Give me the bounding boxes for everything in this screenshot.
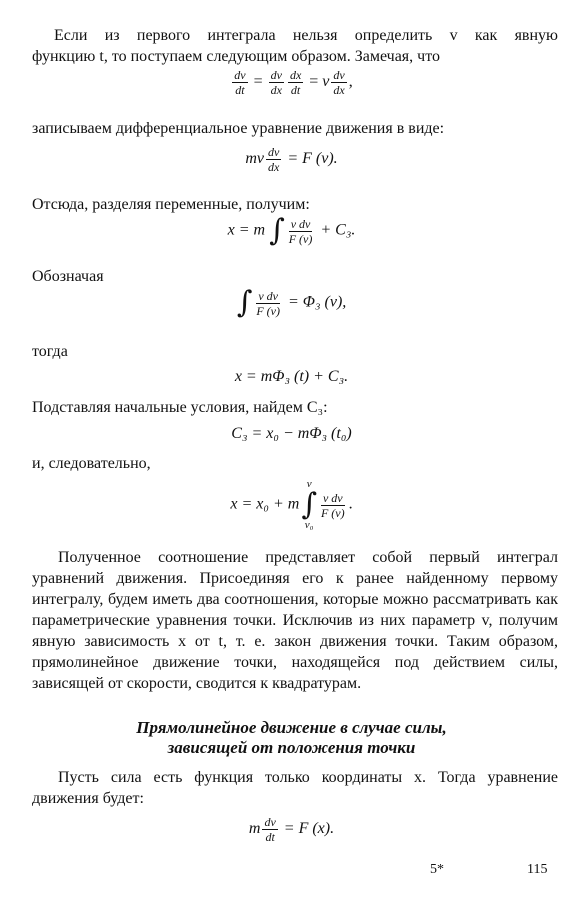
equation-motion-velocity: mv $\frac{dv}{dx}$ = F (v).: [245, 145, 338, 174]
paragraph-separate-variables: Отсюда, разделяя переменные, получим:: [32, 196, 310, 213]
fraction-dv-dx-3: $\frac{dv}{dx}$: [268, 145, 280, 174]
paragraph-main: Полученное соотношение представляет собой первый интеграл уравнений движения. Присоединяя его к ранее найденному первому интегралу, будем иметь два соотношения, которые можно рассматривать как параметрические уравнения точки. Исключив из них параметр v, получим явную зависимость x от t, т. е. закон движения точки. Таким образом, прямолинейное движение точки, находящейся под действием силы, зависящей от скорости, сводится к квадратурам.: [32, 549, 558, 692]
equation-x-phi: x = mΦ₃ (t) + C₃.: [234, 368, 349, 385]
paragraph-denote: Обозначая: [32, 268, 104, 285]
fraction-vdv-fv-2: $\frac{\text{v dv}}{F (v)}$: [256, 288, 280, 318]
fraction-dv-dt-2: $\frac{dv}{dt}$: [264, 815, 276, 844]
paragraph-consequently: и, следовательно,: [32, 455, 151, 472]
paragraph-position-force: Пусть сила есть функция только координаты x. Тогда уравнение движения будет:: [32, 769, 558, 807]
paragraph-equation-form: записываем дифференциальное уравнение движения в виде:: [32, 120, 445, 137]
fraction-dv-dt: $\frac{dv}{dt}$: [234, 68, 246, 97]
paragraph-intro-line2: функцию t, то поступаем следующим образом. Замечая, что: [32, 48, 440, 65]
fraction-dx-dt: $\frac{dx}{dt}$: [289, 68, 302, 97]
page-number: 115: [527, 862, 548, 877]
equation-definite-integral: x = x₀ + m v ∫ v₀ $\frac{\text{v dv}}{F (v)}$ .: [230, 478, 353, 531]
fraction-dv-dx: $\frac{dv}{dx}$: [270, 68, 282, 97]
integral-sign-2: ∫: [236, 285, 253, 320]
fraction-vdv-fv-3: $\frac{\text{v dv}}{F (v)}$: [320, 490, 345, 520]
equation-integral-x: x = m ∫ $\frac{\text{v dv}}{F (v)}$ + C₃.: [227, 213, 356, 248]
signature-mark: 5*: [430, 862, 444, 877]
section-heading-line1: Прямолинейное движение в случае силы,: [136, 718, 447, 737]
fraction-vdv-fv: $\frac{\text{v dv}}{F (v)}$: [288, 216, 313, 246]
equation-phi-definition: ∫ $\frac{\text{v dv}}{F (v)}$ = Φ₃ (v),: [236, 285, 347, 320]
paragraph-intro-line1: Если из первого интеграла нельзя определить v как явную: [54, 27, 558, 44]
integral-sign: ∫: [269, 213, 285, 248]
equation-chain-rule: $\frac{dv}{dt}$ = $\frac{dv}{dx}$ $\frac{dx}{dt}$ = v $\frac{dv}{dx}$ ,: [234, 68, 353, 97]
equation-motion-position: m $\frac{dv}{dt}$ = F (x).: [248, 815, 335, 844]
fraction-dv-dx-2: $\frac{dv}{dx}$: [333, 68, 345, 97]
paragraph-intro: [32, 25, 558, 67]
paragraph-initial-conditions: Подставляя начальные условия, найдем C₃:: [32, 399, 328, 416]
equation-c3: C₃ = x₀ − mΦ₃ (t₀): [231, 425, 352, 442]
integral-with-limits: v ∫ v₀: [301, 478, 317, 531]
section-heading-line2: зависящей от положения точки: [167, 738, 416, 757]
paragraph-then: тогда: [32, 343, 68, 360]
